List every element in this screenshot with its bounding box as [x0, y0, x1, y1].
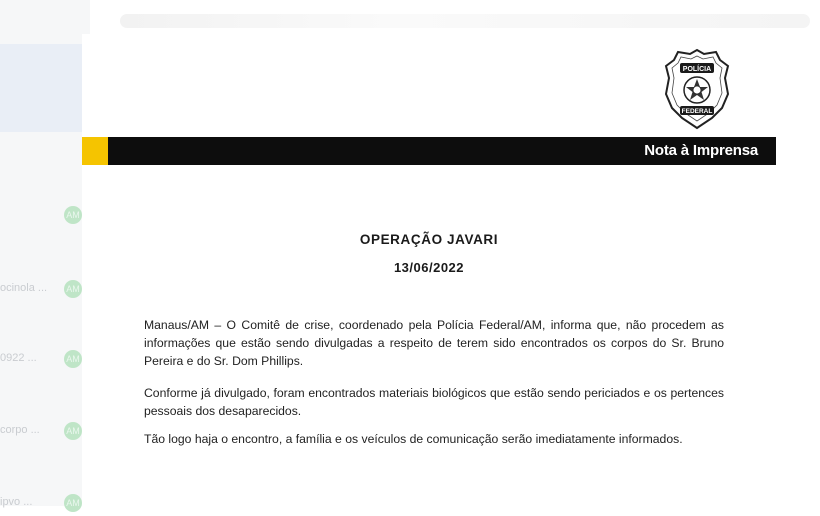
- document-title: OPERAÇÃO JAVARI: [359, 232, 499, 247]
- crest-top-text: POLÍCIA: [682, 66, 712, 73]
- background-badge: AM: [64, 280, 82, 298]
- background-list-item[interactable]: [0, 350, 88, 372]
- background-list-item[interactable]: [0, 422, 88, 444]
- background-list-item[interactable]: [0, 494, 88, 516]
- background-snippet: ipvo ...: [0, 496, 33, 508]
- press-note-banner: [82, 137, 776, 165]
- document-paragraph: Manaus/AM – O Comitê de crise, coordenado pela Polícia Federal/AM, informa que, não procedem as informações que estão sendo divulgadas a respeito de terem sido encontrados os corpos do Sr. Bruno Pereira e do Sr. Dom Phillips.: [144, 318, 724, 368]
- document-paragraph: Tão logo haja o encontro, a família e os veículos de comunicação serão imediatamente informados.: [144, 432, 683, 446]
- banner-black-bar: [108, 137, 776, 165]
- document-paragraph: Conforme já divulgado, foram encontrados materiais biológicos que estão sendo periciados e os pertences pessoais dos desaparecidos.: [144, 386, 724, 418]
- background-list-item[interactable]: [0, 206, 88, 228]
- background-snippet: corpo ...: [0, 424, 40, 436]
- document-date: 13/06/2022: [393, 260, 465, 275]
- policia-federal-crest-icon: [664, 48, 730, 130]
- banner-yellow-accent: [82, 137, 108, 165]
- crest-bottom-text: FEDERAL: [681, 108, 713, 115]
- background-snippet: ocinola ...: [0, 282, 48, 294]
- background-badge: AM: [64, 422, 82, 440]
- press-release-document: [82, 34, 820, 506]
- background-list-item[interactable]: [0, 280, 88, 302]
- background-snippet: 0922 ...: [0, 352, 37, 364]
- background-badge: AM: [64, 494, 82, 512]
- background-blurred-header: [120, 14, 810, 28]
- banner-label: Nota à Imprensa: [644, 142, 758, 159]
- background-badge: AM: [64, 206, 82, 224]
- background-badge: AM: [64, 350, 82, 368]
- background-app-panel: [0, 44, 82, 132]
